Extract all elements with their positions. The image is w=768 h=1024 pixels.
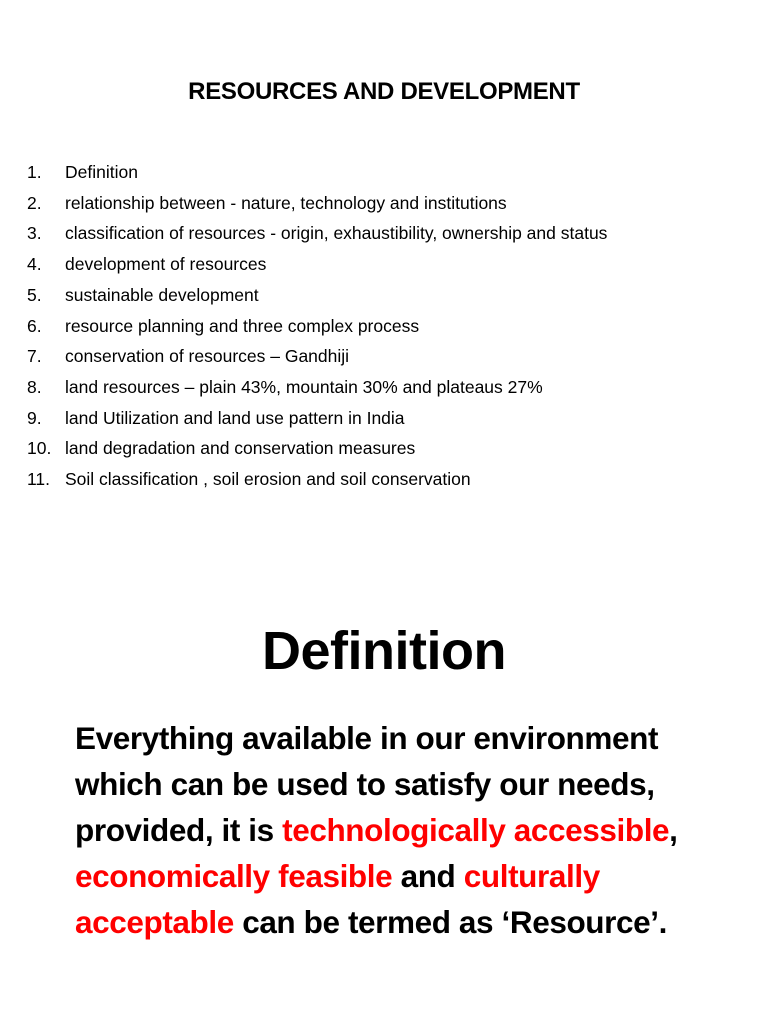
list-item: [27, 311, 607, 342]
topic-list: [27, 157, 607, 495]
definition-line: [75, 715, 745, 761]
list-item: [27, 218, 607, 249]
definition-line: [75, 807, 745, 853]
definition-text: which can be used to satisfy our needs,: [75, 766, 655, 802]
definition-body: [75, 715, 745, 945]
list-item: [27, 403, 607, 434]
list-item: [27, 188, 607, 219]
definition-heading: Definition: [262, 621, 506, 681]
list-item-number: 3.: [27, 223, 42, 244]
list-item-number: 2.: [27, 192, 42, 213]
definition-line: [75, 761, 745, 807]
slide-definition: [0, 512, 768, 1024]
list-item-number: 9.: [27, 407, 42, 428]
list-item-text: classification of resources - origin, exhaustibility, ownership and status: [65, 223, 608, 244]
list-item-number: 8.: [27, 376, 42, 397]
definition-text: Everything available in our environment: [75, 720, 659, 756]
list-item-text: sustainable development: [65, 284, 259, 305]
list-item: [27, 280, 607, 311]
list-item: [27, 341, 607, 372]
list-item-text: land resources – plain 43%, mountain 30% and plateaus 27%: [65, 376, 543, 397]
list-item-text: land degradation and conservation measures: [65, 438, 416, 459]
list-item-number: 7.: [27, 346, 42, 367]
list-item: [27, 157, 607, 188]
list-item-number: 10.: [27, 438, 52, 459]
list-item-text: Soil classification , soil erosion and soil conservation: [65, 469, 471, 490]
list-item-text: resource planning and three complex process: [65, 315, 420, 336]
highlight-culturally: culturally: [463, 858, 600, 894]
list-item-number: 5.: [27, 284, 42, 305]
definition-text: can be termed as ‘Resource’.: [233, 904, 667, 940]
list-item-number: 6.: [27, 315, 42, 336]
list-item-number: 1.: [27, 162, 42, 182]
list-item: [27, 433, 607, 464]
definition-text: provided, it is: [75, 812, 283, 848]
list-item: [27, 372, 607, 403]
list-item-number: 11.: [27, 469, 51, 490]
list-item-text: conservation of resources – Gandhiji: [65, 346, 350, 367]
definition-line: [75, 853, 745, 899]
list-item-text: Definition: [65, 162, 138, 182]
definition-text: ,: [669, 812, 678, 848]
definition-line: [75, 899, 745, 945]
definition-text: and: [392, 858, 464, 894]
highlight-technologically-accessible: technologically accessible: [282, 812, 670, 848]
list-item: [27, 249, 607, 280]
highlight-economically-feasible: economically feasible: [75, 858, 393, 894]
slide-title: RESOURCES AND DEVELOPMENT: [188, 78, 580, 105]
list-item-text: development of resources: [65, 254, 267, 275]
highlight-acceptable: acceptable: [75, 904, 234, 940]
list-item-text: relationship between - nature, technology and institutions: [65, 192, 507, 213]
list-item: [27, 464, 607, 495]
list-item-text: land Utilization and land use pattern in India: [65, 407, 405, 428]
list-item-number: 4.: [27, 254, 42, 275]
